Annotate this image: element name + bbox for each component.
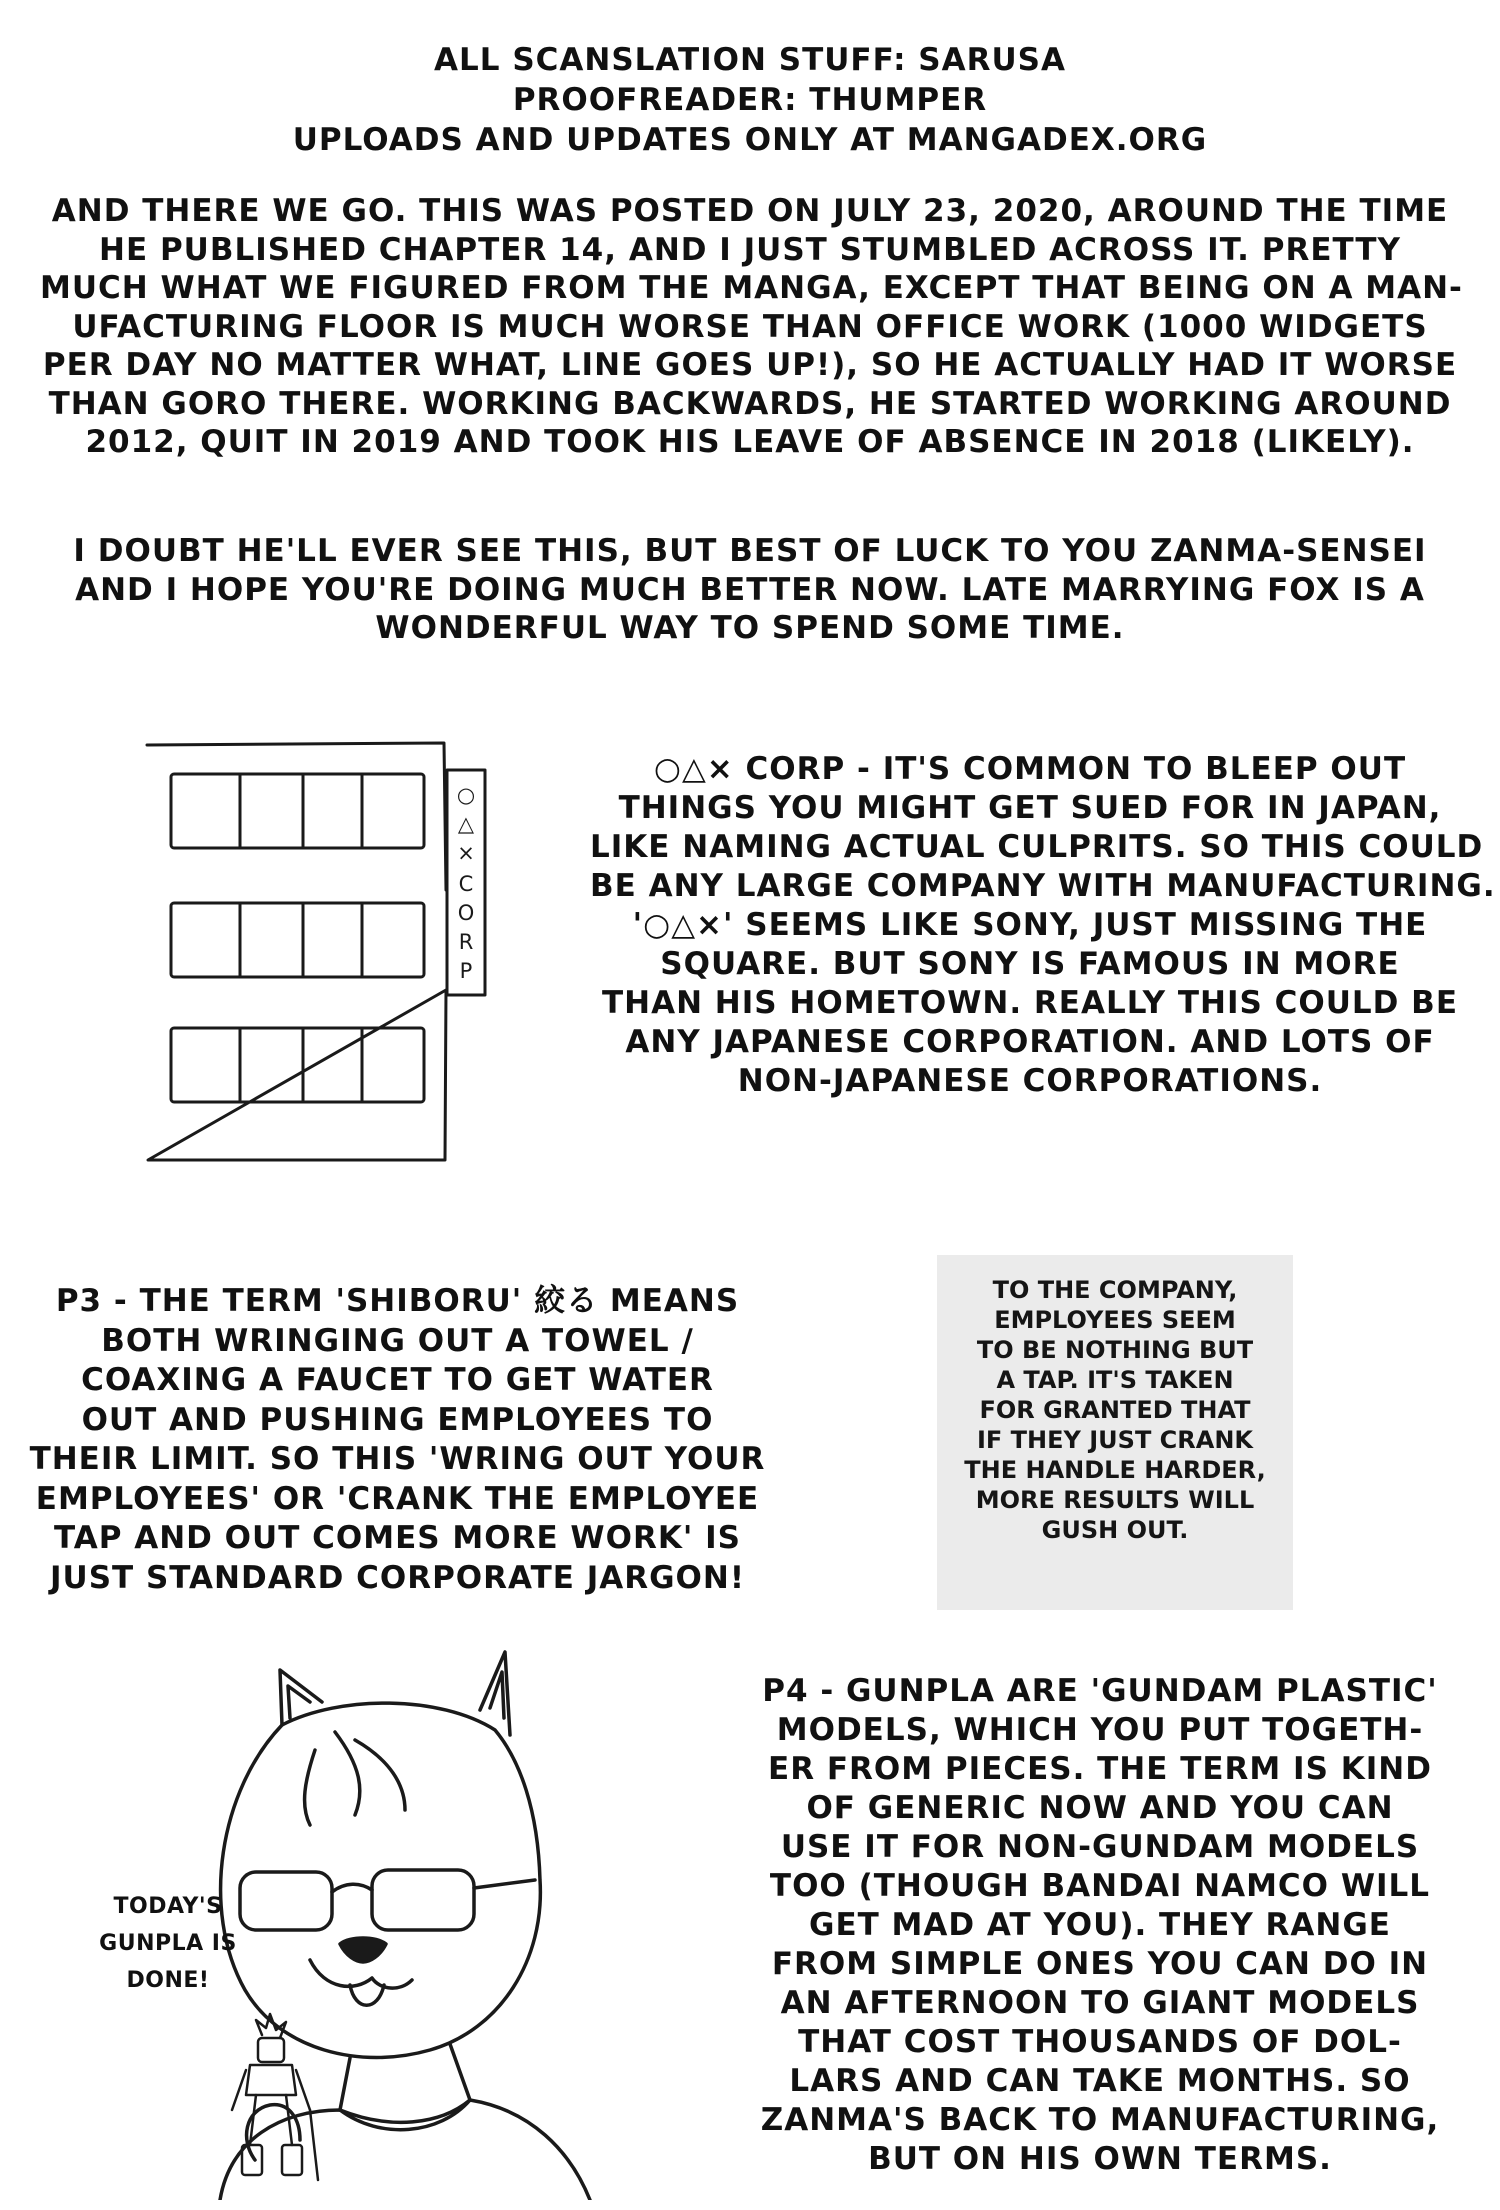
- note-line: TOO (THOUGH BANDAI NAMCO WILL: [769, 1868, 1431, 1904]
- fox-hair: [305, 1732, 405, 1825]
- note-line: ZANMA'S BACK TO MANUFACTURING,: [760, 2102, 1440, 2138]
- note-line: TAP AND OUT COMES MORE WORK' IS: [53, 1520, 742, 1556]
- sign-letter: P: [459, 959, 473, 983]
- sign-letter: ×: [457, 841, 475, 865]
- wish-paragraph: [40, 532, 1460, 648]
- p4-note: [730, 1672, 1470, 2179]
- fox-tongue: [350, 1985, 384, 2005]
- fox-speech-text: [98, 1888, 238, 1999]
- credits-line: UPLOADS AND UPDATES ONLY AT MANGADEX.ORG: [292, 122, 1208, 158]
- note-line: OF GENERIC NOW AND YOU CAN: [806, 1790, 1394, 1826]
- note-line: OUT AND PUSHING EMPLOYEES TO: [81, 1401, 714, 1438]
- paragraph-line: HE PUBLISHED CHAPTER 14, AND I JUST STUMBLED ACROSS IT. PRETTY: [99, 231, 1401, 268]
- paragraph-line: AND I HOPE YOU'RE DOING MUCH BETTER NOW. LATE MARRYING FOX IS A: [75, 571, 1425, 608]
- note-line: LIKE NAMING ACTUAL CULPRITS. SO THIS COULD: [590, 829, 1484, 865]
- fox-shirt: [220, 2100, 590, 2200]
- excerpt-line: IF THEY JUST CRANK: [976, 1426, 1254, 1454]
- note-line: MODELS, WHICH YOU PUT TOGETH-: [776, 1712, 1424, 1748]
- note-line: BE ANY LARGE COMPANY WITH MANUFACTURING.: [590, 868, 1496, 904]
- note-line: ○△× CORP - IT'S COMMON TO BLEEP OUT: [653, 751, 1407, 787]
- fox-nose: [340, 1938, 386, 1962]
- excerpt-line: TO THE COMPANY,: [992, 1276, 1238, 1304]
- window-row: [171, 1028, 424, 1102]
- note-line: ER FROM PIECES. THE TERM IS KIND: [768, 1751, 1432, 1787]
- paragraph-line: 2012, QUIT IN 2019 AND TOOK HIS LEAVE OF ABSENCE IN 2018 (LIKELY).: [85, 424, 1415, 460]
- note-line: ANY JAPANESE CORPORATION. AND LOTS OF: [625, 1024, 1435, 1060]
- excerpt-line: FOR GRANTED THAT: [979, 1396, 1251, 1424]
- note-line: THAN HIS HOMETOWN. REALLY THIS COULD BE: [601, 985, 1458, 1021]
- note-line: P3 - THE TERM 'SHIBORU' 絞る MEANS: [55, 1283, 740, 1319]
- intro-paragraph: [40, 192, 1463, 462]
- speech-line: DONE!: [126, 1968, 210, 1993]
- note-line: COAXING A FAUCET TO GET WATER: [81, 1362, 714, 1398]
- excerpt-line: THE HANDLE HARDER,: [964, 1456, 1266, 1484]
- tap-excerpt-panel: [937, 1255, 1293, 1610]
- glasses-left-lens: [240, 1872, 332, 1930]
- excerpt-line: A TAP. IT'S TAKEN: [996, 1366, 1234, 1394]
- corp-note: [590, 750, 1496, 1101]
- paragraph-line: THAN GORO THERE. WORKING BACKWARDS, HE STARTED WORKING AROUND: [48, 385, 1452, 422]
- credits-line: ALL SCANSLATION STUFF: SARUSA: [434, 42, 1066, 78]
- paragraph-line: MUCH WHAT WE FIGURED FROM THE MANGA, EXCEPT THAT BEING ON A MAN-: [40, 270, 1463, 306]
- paragraph-line: AND THERE WE GO. THIS WAS POSTED ON JULY 23, 2020, AROUND THE TIME: [51, 193, 1449, 229]
- fox-snout: [310, 1960, 412, 1988]
- sign-letter: R: [458, 930, 474, 954]
- sign-letter: C: [458, 872, 474, 896]
- note-line: FROM SIMPLE ONES YOU CAN DO IN: [771, 1946, 1429, 1982]
- note-line: USE IT FOR NON-GUNDAM MODELS: [780, 1829, 1420, 1865]
- excerpt-line: GUSH OUT.: [1041, 1516, 1189, 1544]
- note-line: THINGS YOU MIGHT GET SUED FOR IN JAPAN,: [618, 790, 1442, 826]
- note-line: AN AFTERNOON TO GIANT MODELS: [780, 1985, 1420, 2021]
- sign-letter: ○: [456, 783, 476, 807]
- paragraph-line: WONDERFUL WAY TO SPEND SOME TIME.: [375, 610, 1125, 646]
- note-line: '○△×' SEEMS LIKE SONY, JUST MISSING THE: [632, 907, 1428, 943]
- sign-letter: O: [457, 901, 475, 925]
- credits-block: [130, 40, 1370, 160]
- fox-character-illustration: [150, 1640, 770, 2200]
- note-line: GET MAD AT YOU). THEY RANGE: [809, 1907, 1391, 1943]
- excerpt-line: TO BE NOTHING BUT: [976, 1336, 1254, 1364]
- paragraph-line: UFACTURING FLOOR IS MUCH WORSE THAN OFFICE WORK (1000 WIDGETS: [72, 308, 1428, 345]
- tap-excerpt-text: [937, 1275, 1293, 1545]
- note-line: SQUARE. BUT SONY IS FAMOUS IN MORE: [660, 946, 1400, 982]
- note-line: EMPLOYEES' OR 'CRANK THE EMPLOYEE: [35, 1480, 760, 1517]
- sign-letter: △: [457, 812, 475, 836]
- building-outline: [147, 743, 446, 1160]
- speech-line: TODAY'S: [113, 1894, 223, 1919]
- note-line: THAT COST THOUSANDS OF DOL-: [798, 2024, 1402, 2060]
- note-line: BUT ON HIS OWN TERMS.: [868, 2141, 1332, 2177]
- speech-line: GUNPLA IS: [99, 1931, 237, 1956]
- note-line: JUST STANDARD CORPORATE JARGON!: [50, 1559, 745, 1596]
- paragraph-line: PER DAY NO MATTER WHAT, LINE GOES UP!), SO HE ACTUALLY HAD IT WORSE: [42, 347, 1458, 383]
- note-line: NON-JAPANESE CORPORATIONS.: [737, 1063, 1323, 1099]
- note-line: LARS AND CAN TAKE MONTHS. SO: [789, 2063, 1411, 2099]
- note-line: BOTH WRINGING OUT A TOWEL /: [101, 1322, 694, 1359]
- corp-building-illustration: [140, 740, 500, 1180]
- excerpt-line: MORE RESULTS WILL: [975, 1486, 1255, 1514]
- note-line: THEIR LIMIT. SO THIS 'WRING OUT YOUR: [29, 1441, 766, 1477]
- note-line: P4 - GUNPLA ARE 'GUNDAM PLASTIC': [762, 1673, 1438, 1709]
- paragraph-line: I DOUBT HE'LL EVER SEE THIS, BUT BEST OF LUCK TO YOU ZANMA-SENSEI: [73, 533, 1427, 569]
- p3-note: [20, 1282, 775, 1598]
- window-row: [171, 903, 424, 977]
- gunpla-model: [232, 2014, 318, 2180]
- window-row: [171, 774, 424, 848]
- glasses-right-lens: [372, 1870, 474, 1930]
- excerpt-line: EMPLOYEES SEEM: [994, 1306, 1236, 1334]
- credits-line: PROOFREADER: THUMPER: [512, 82, 988, 118]
